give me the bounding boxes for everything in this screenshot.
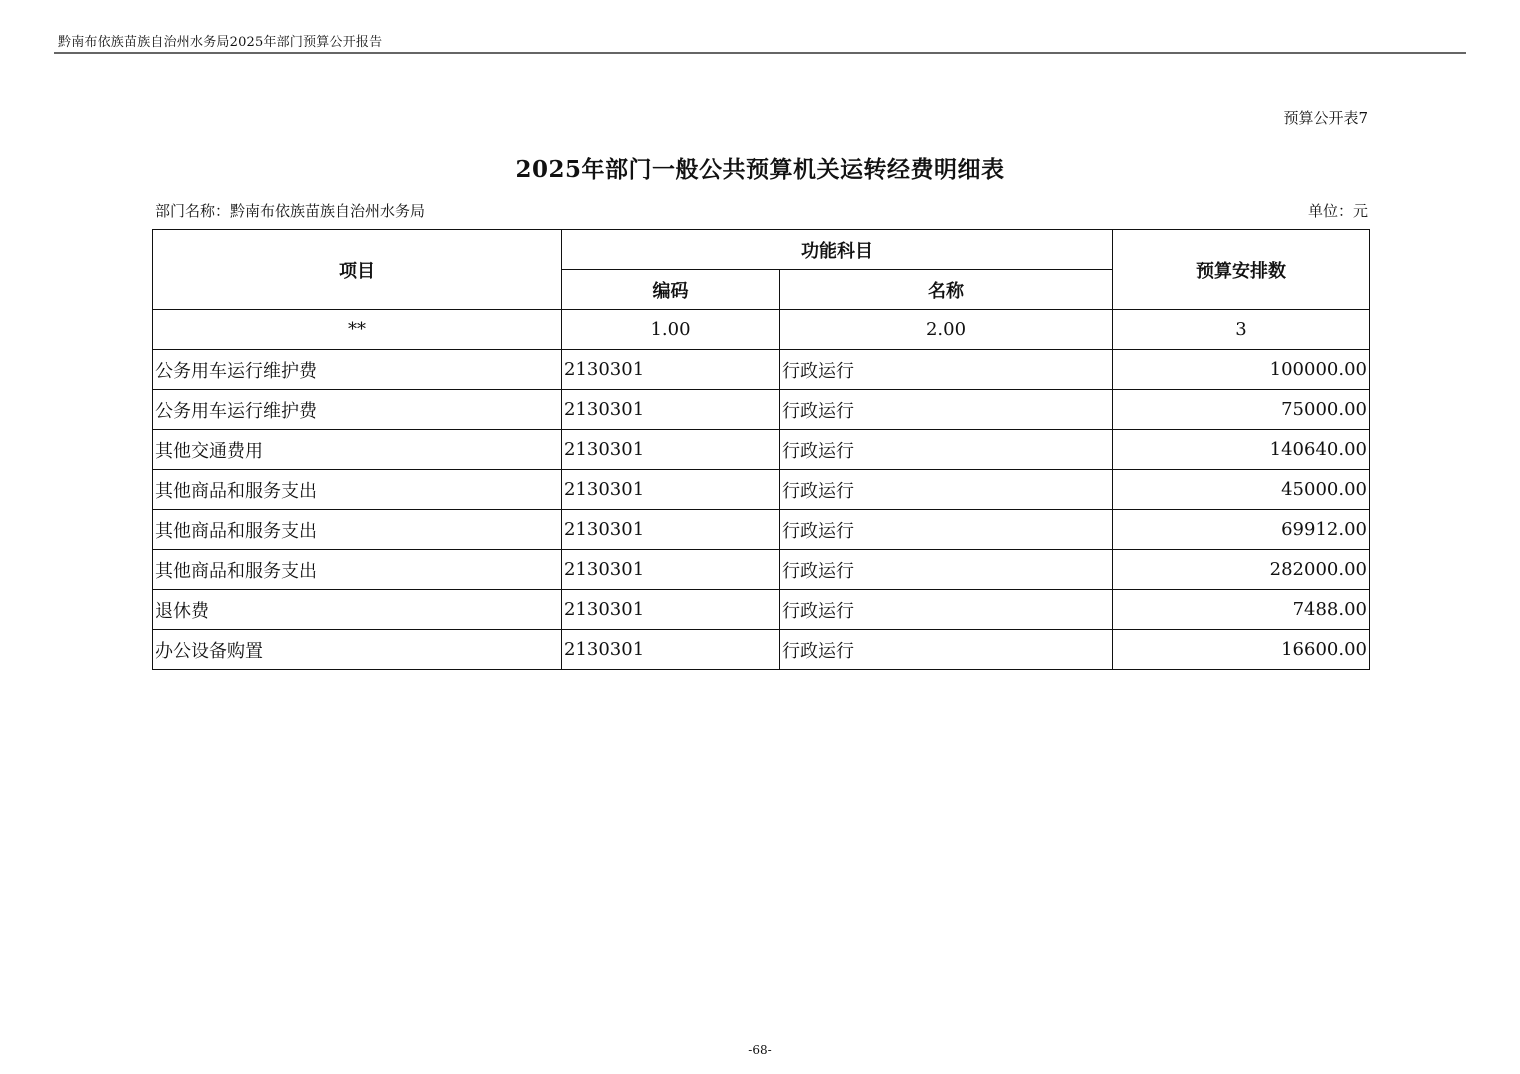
table-number: 预算公开表7 bbox=[1283, 109, 1368, 127]
row-amount: 16600.00 bbox=[1113, 630, 1370, 670]
unit-label: 单位：元 bbox=[1307, 202, 1368, 220]
table-row bbox=[153, 470, 1370, 510]
row-name: 行政运行 bbox=[780, 550, 1113, 590]
index-row bbox=[153, 310, 1370, 350]
row-item: 其他商品和服务支出 bbox=[153, 470, 562, 510]
table-row bbox=[153, 590, 1370, 630]
index-code: 1.00 bbox=[562, 310, 780, 350]
row-name: 行政运行 bbox=[780, 510, 1113, 550]
row-item: 办公设备购置 bbox=[153, 630, 562, 670]
row-amount: 100000.00 bbox=[1113, 350, 1370, 390]
row-name: 行政运行 bbox=[780, 590, 1113, 630]
row-item: 公务用车运行维护费 bbox=[153, 350, 562, 390]
index-budget: 3 bbox=[1113, 310, 1370, 350]
department-name: 部门名称：黔南布依族苗族自治州水务局 bbox=[155, 202, 426, 220]
header-function-subject: 功能科目 bbox=[562, 230, 1113, 270]
table-row bbox=[153, 510, 1370, 550]
table-row bbox=[153, 350, 1370, 390]
row-item: 其他交通费用 bbox=[153, 430, 562, 470]
row-amount: 69912.00 bbox=[1113, 510, 1370, 550]
row-name: 行政运行 bbox=[780, 470, 1113, 510]
row-item: 其他商品和服务支出 bbox=[153, 550, 562, 590]
row-code: 2130301 bbox=[562, 350, 780, 390]
row-amount: 75000.00 bbox=[1113, 390, 1370, 430]
row-code: 2130301 bbox=[562, 590, 780, 630]
row-item: 退休费 bbox=[153, 590, 562, 630]
row-amount: 140640.00 bbox=[1113, 430, 1370, 470]
header-divider bbox=[54, 52, 1466, 54]
header-name: 名称 bbox=[780, 270, 1113, 310]
row-amount: 7488.00 bbox=[1113, 590, 1370, 630]
row-name: 行政运行 bbox=[780, 430, 1113, 470]
row-code: 2130301 bbox=[562, 430, 780, 470]
table-row bbox=[153, 550, 1370, 590]
row-amount: 45000.00 bbox=[1113, 470, 1370, 510]
row-amount: 282000.00 bbox=[1113, 550, 1370, 590]
header-budget-amount: 预算安排数 bbox=[1113, 230, 1370, 310]
header-item: 项目 bbox=[153, 230, 562, 310]
row-name: 行政运行 bbox=[780, 630, 1113, 670]
table-row bbox=[153, 430, 1370, 470]
budget-table bbox=[152, 229, 1370, 670]
running-header: 黔南布依族苗族自治州水务局2025年部门预算公开报告 bbox=[58, 35, 383, 50]
row-item: 其他商品和服务支出 bbox=[153, 510, 562, 550]
document-title: 2025年部门一般公共预算机关运转经费明细表 bbox=[515, 156, 1005, 183]
row-code: 2130301 bbox=[562, 470, 780, 510]
row-name: 行政运行 bbox=[780, 390, 1113, 430]
table-row bbox=[153, 390, 1370, 430]
row-code: 2130301 bbox=[562, 390, 780, 430]
row-code: 2130301 bbox=[562, 630, 780, 670]
row-code: 2130301 bbox=[562, 550, 780, 590]
row-item: 公务用车运行维护费 bbox=[153, 390, 562, 430]
page-number: -68- bbox=[748, 1043, 772, 1057]
index-name: 2.00 bbox=[780, 310, 1113, 350]
index-item: ** bbox=[153, 310, 562, 350]
row-name: 行政运行 bbox=[780, 350, 1113, 390]
row-code: 2130301 bbox=[562, 510, 780, 550]
table-row bbox=[153, 630, 1370, 670]
header-code: 编码 bbox=[562, 270, 780, 310]
